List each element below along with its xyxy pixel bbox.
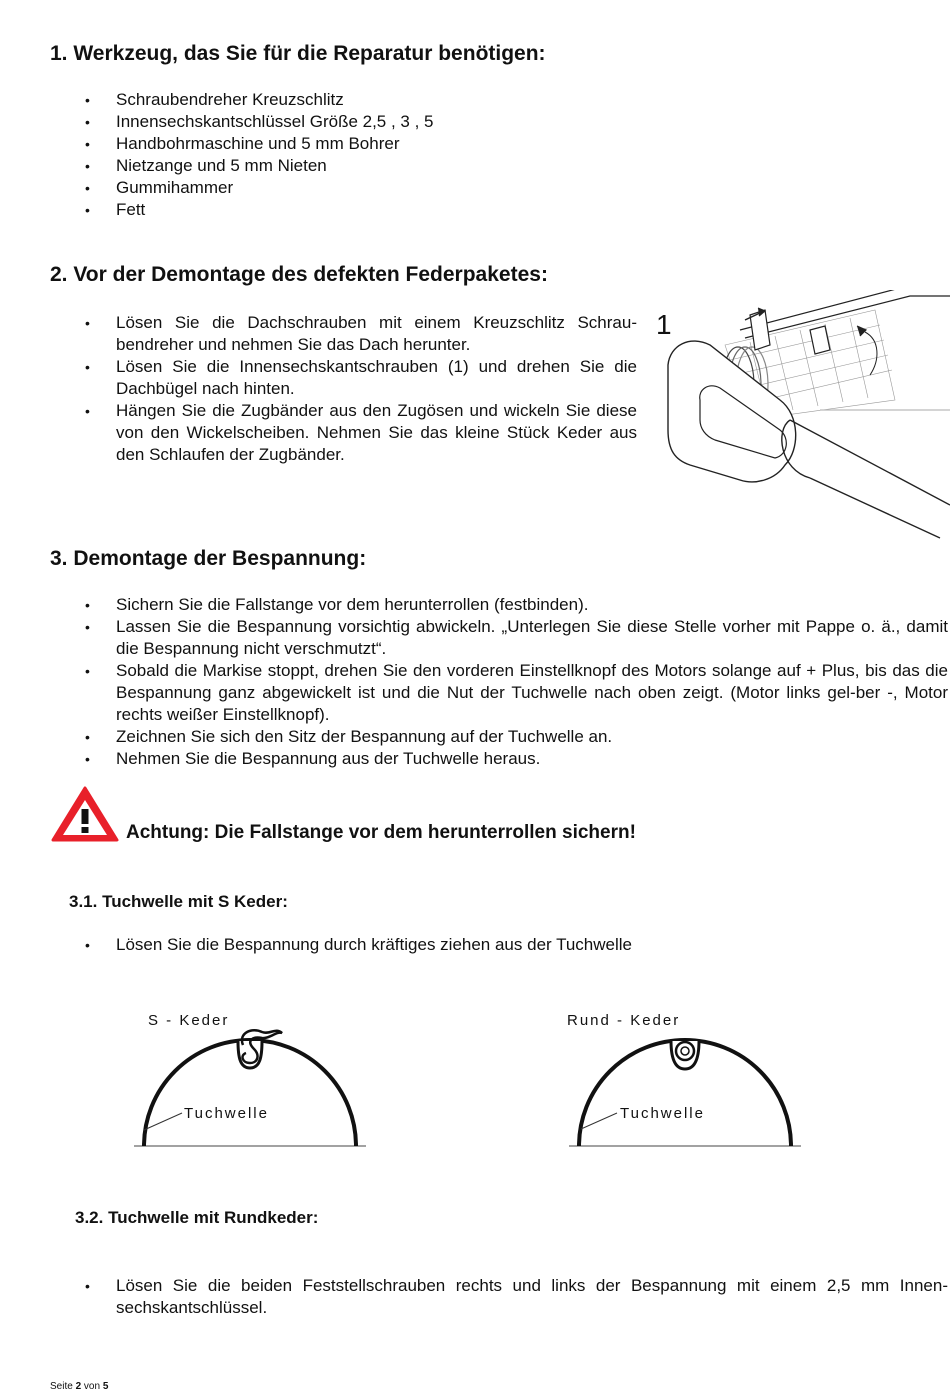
- footer-sep: von: [83, 1381, 101, 1392]
- footer-prefix: Seite: [50, 1381, 73, 1392]
- rundkeder-list: [50, 1275, 948, 1319]
- list-item: • Sobald die Markise stoppt, drehen Sie den vorderen Einstellknopf des Motors solange auf + Plus, bis das die Bespannung ganz abgewickelt ist und die Nut der Tuchwelle nach oben zeigt. (Motor links gel-ber -, Motor rechts weißer Einstellknopf).: [50, 660, 948, 726]
- tuchwelle-label: Tuchwelle: [184, 1105, 269, 1122]
- tuchwelle-label: Tuchwelle: [620, 1105, 705, 1122]
- s-keder-list: [50, 934, 930, 956]
- list-item: • Fett: [50, 199, 650, 221]
- list-item: • Sichern Sie die Fallstange vor dem herunterrollen (festbinden).: [50, 594, 948, 616]
- page-footer: [50, 1381, 108, 1392]
- list-item: • Hängen Sie die Zugbänder aus den Zugösen und wickeln Sie diese von den Wickelscheiben. Nehmen Sie das kleine Stück Keder aus den Schlaufen der Zugbänder.: [50, 400, 637, 466]
- section-3-title: 3. Demontage der Bespannung:: [50, 547, 367, 570]
- list-item: • Lösen Sie die Dachschrauben mit einem Kreuzschlitz Schrau-bendreher und nehmen Sie das Dach herunter.: [50, 312, 637, 356]
- section-3-1-title: 3.1. Tuchwelle mit S Keder:: [69, 892, 288, 911]
- warning-triangle-icon: [50, 785, 120, 843]
- s-keder-diagram: [130, 1005, 370, 1155]
- bespannung-list: [50, 594, 948, 770]
- list-item: • Zeichnen Sie sich den Sitz der Bespannung auf der Tuchwelle an.: [50, 726, 948, 748]
- list-item: • Lösen Sie die Innensechskantschrauben (1) und drehen Sie die Dachbügel nach hinten.: [50, 356, 637, 400]
- section-2-title: 2. Vor der Demontage des defekten Federpaketes:: [50, 263, 548, 286]
- footer-page: 2: [75, 1381, 82, 1392]
- list-item: • Lösen Sie die beiden Feststellschrauben rechts und links der Bespannung mit einem 2,5 mm Innen-sechskantschlüssel.: [50, 1275, 948, 1319]
- list-item: • Schraubendreher Kreuzschlitz: [50, 89, 650, 111]
- list-item: • Lassen Sie die Bespannung vorsichtig abwickeln. „Unterlegen Sie diese Stelle vorher mit Pappe o. ä., damit die Bespannung nicht verschmutzt“.: [50, 616, 948, 660]
- list-item: • Innensechskantschlüssel Größe 2,5 , 3 , 5: [50, 111, 650, 133]
- list-item: • Gummihammer: [50, 177, 650, 199]
- rund-keder-label: Rund - Keder: [567, 1012, 681, 1029]
- pre-dismantle-list: [50, 312, 637, 466]
- figure-label-1: 1: [656, 309, 672, 340]
- s-keder-label: S - Keder: [148, 1012, 230, 1029]
- awning-illustration: [650, 290, 950, 540]
- warning-text: Achtung: Die Fallstange vor dem herunterrollen sichern!: [126, 822, 636, 843]
- section-1-title: 1. Werkzeug, das Sie für die Reparatur benötigen:: [50, 42, 546, 65]
- rund-keder-diagram: [565, 1005, 805, 1155]
- section-3-2-title: 3.2. Tuchwelle mit Rundkeder:: [75, 1208, 319, 1227]
- footer-total: 5: [102, 1381, 109, 1392]
- list-item: • Nehmen Sie die Bespannung aus der Tuchwelle heraus.: [50, 748, 948, 770]
- list-item: • Nietzange und 5 mm Nieten: [50, 155, 650, 177]
- list-item: • Lösen Sie die Bespannung durch kräftiges ziehen aus der Tuchwelle: [50, 934, 930, 956]
- tool-list: [50, 89, 650, 221]
- list-item: • Handbohrmaschine und 5 mm Bohrer: [50, 133, 650, 155]
